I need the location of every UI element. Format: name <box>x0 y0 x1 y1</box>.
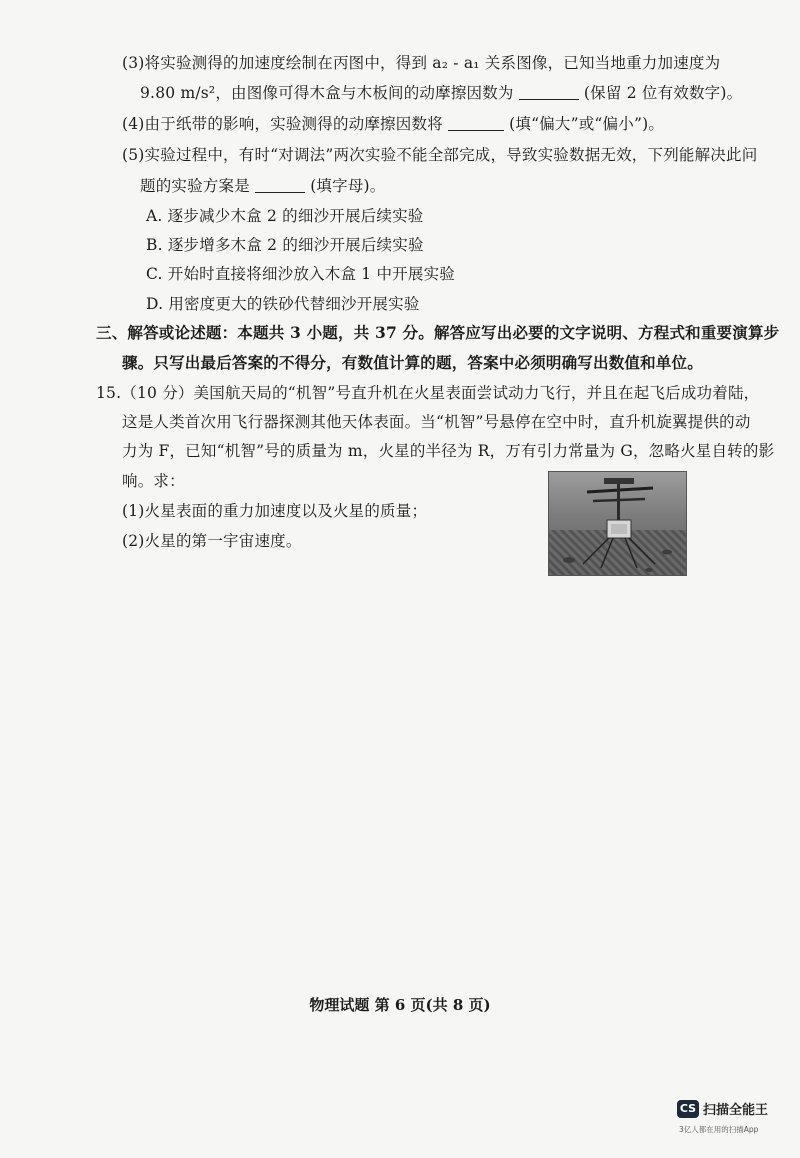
q15-line4: 响。求： <box>122 472 185 490</box>
ingenuity-helicopter-photo <box>548 471 687 576</box>
q15-line2: 这是人类首次用飞行器探测其他天体表面。当“机智”号悬停在空中时，直升机旋翼提供的动 <box>122 413 751 431</box>
option-b: B. 逐步增多木盒 2 的细沙开展后续实验 <box>146 236 424 254</box>
q14-part3-line2 <box>140 82 742 104</box>
q14-part4 <box>122 113 664 135</box>
q14-part4-b: (填“偏大”或“偏小”)。 <box>509 115 665 133</box>
q14-part5-line2b: (填字母)。 <box>310 177 386 195</box>
page-footer: 物理试题 第 6 页(共 8 页) <box>309 996 491 1014</box>
q14-part4-a: (4)由于纸带的影响，实验测得的动摩擦因数将 <box>122 115 443 133</box>
camscanner-name: 扫描全能王 <box>703 1103 769 1118</box>
answer-blank-friction <box>519 83 579 100</box>
q15-sub2: (2)火星的第一宇宙速度。 <box>122 532 302 550</box>
camscanner-logo-icon: CS <box>677 1100 699 1118</box>
q14-part5-line1: (5)实验过程中，有时“对调法”两次实验不能全部完成，导致实验数据无效，下列能解决此问 <box>122 146 758 164</box>
option-c: C. 开始时直接将细沙放入木盒 1 中开展实验 <box>146 265 455 283</box>
q14-part3-line2a: 9.80 m/s²，由图像可得木盒与木板间的动摩擦因数为 <box>140 84 514 102</box>
q14-part5-line2 <box>140 175 385 197</box>
q14-part5-line2a: 题的实验方案是 <box>140 177 250 195</box>
answer-blank-option <box>255 176 305 193</box>
section3-heading-line2: 骤。只写出最后答案的不得分，有数值计算的题，答案中必须明确写出数值和单位。 <box>122 353 703 372</box>
option-a: A. 逐步减少木盒 2 的细沙开展后续实验 <box>146 207 424 225</box>
q15-line1: 15.（10 分）美国航天局的“机智”号直升机在火星表面尝试动力飞行，并且在起飞后成功着陆， <box>96 384 760 402</box>
option-d: D. 用密度更大的铁砂代替细沙开展实验 <box>146 295 420 313</box>
camscanner-tagline: 3亿人都在用的扫描App <box>679 1125 759 1134</box>
answer-blank-bias <box>448 114 504 131</box>
section3-heading-line1: 三、解答或论述题：本题共 3 小题，共 37 分。解答应写出必要的文字说明、方程式和重要演算步 <box>96 323 780 342</box>
q14-part3-line2b: (保留 2 位有效数字)。 <box>583 84 743 102</box>
q15-sub1: (1)火星表面的重力加速度以及火星的质量； <box>122 502 428 520</box>
q14-part3-line1: (3)将实验测得的加速度绘制在丙图中，得到 a₂ - a₁ 关系图像，已知当地重力加速度为 <box>122 54 721 72</box>
q15-line3: 力为 F，已知“机智”号的质量为 m，火星的半径为 R，万有引力常量为 G，忽略火星自转的影 <box>122 442 775 460</box>
